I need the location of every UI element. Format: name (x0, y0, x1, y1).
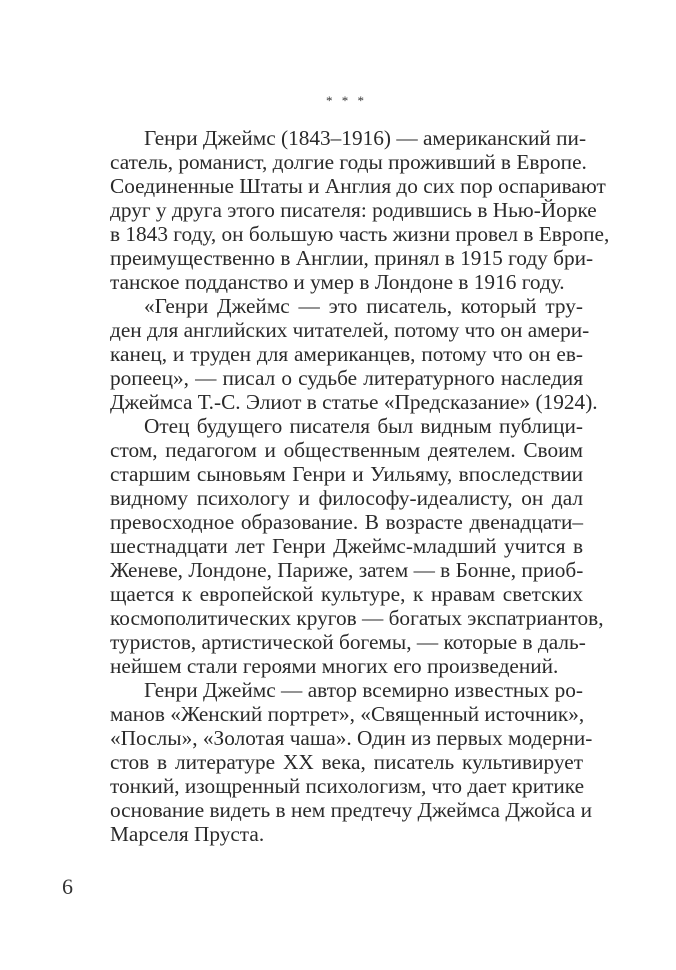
page-number: 6 (62, 874, 73, 899)
text-line: космополитических кругов — богатых экспатриантов, (110, 606, 604, 630)
text-line: Джеймса Т.-С. Элиот в статье «Предсказание» (1924). (110, 390, 598, 414)
text-line: канец, и труден для американцев, потому что он ев- (110, 342, 583, 366)
text-line: стом, педагогом и общественным деятелем. Своим (110, 438, 583, 462)
text-line: стов в литературе XX века, писатель культивирует (110, 750, 583, 774)
text-line: Отец будущего писателя был видным публици- (144, 414, 583, 438)
text-line: Марселя Пруста. (110, 822, 265, 846)
text-line: видному психологу и философу-идеалисту, он дал (110, 486, 583, 510)
text-line: превосходное образование. В возрасте двенадцати– (110, 510, 583, 534)
text-line: Соединенные Штаты и Англия до сих пор оспаривают (110, 174, 606, 198)
text-line: танское подданство и умер в Лондоне в 1916 году. (110, 270, 565, 294)
text-line: «Генри Джеймс — это писатель, который тру- (144, 294, 583, 318)
text-line: щается к европейской культуре, к нравам светских (110, 582, 583, 606)
text-line: «Послы», «Золотая чаша». Один из первых модерни- (110, 726, 593, 750)
text-line: нейшем стали героями многих его произведений. (110, 654, 559, 678)
text-line: Генри Джеймс (1843–1916) — американский пи- (144, 126, 587, 150)
text-line: шестнадцати лет Генри Джеймс-младший учится в (110, 534, 583, 558)
text-line: ропеец», — писал о судьбе литературного наследия (110, 366, 583, 390)
text-line: Женеве, Лондоне, Париже, затем — в Бонне, приоб- (110, 558, 584, 582)
text-line: в 1843 году, он большую часть жизни провел в Европе, (110, 222, 610, 246)
text-line: ден для английских читателей, потому что он амери- (110, 318, 590, 342)
text-line: туристов, артистической богемы, — которые в даль- (110, 630, 586, 654)
text-line: старшим сыновьям Генри и Уильяму, впоследствии (110, 462, 583, 486)
text-line: манов «Женский портрет», «Священный источник», (110, 702, 585, 726)
text-line: сатель, романист, долгие годы проживший в Европе. (110, 150, 587, 174)
text-line: основание видеть в нем предтечу Джеймса Джойса и (110, 798, 592, 822)
text-line: тонкий, изощренный психологизм, что дает критике (110, 774, 585, 798)
text-line: преимущественно в Англии, принял в 1915 году бри- (110, 246, 594, 270)
section-separator: * * * (326, 93, 367, 108)
text-line: друг у друга этого писателя: родившись в Нью-Йорке (110, 198, 597, 222)
text-line: Генри Джеймс — автор всемирно известных ро- (144, 678, 583, 702)
